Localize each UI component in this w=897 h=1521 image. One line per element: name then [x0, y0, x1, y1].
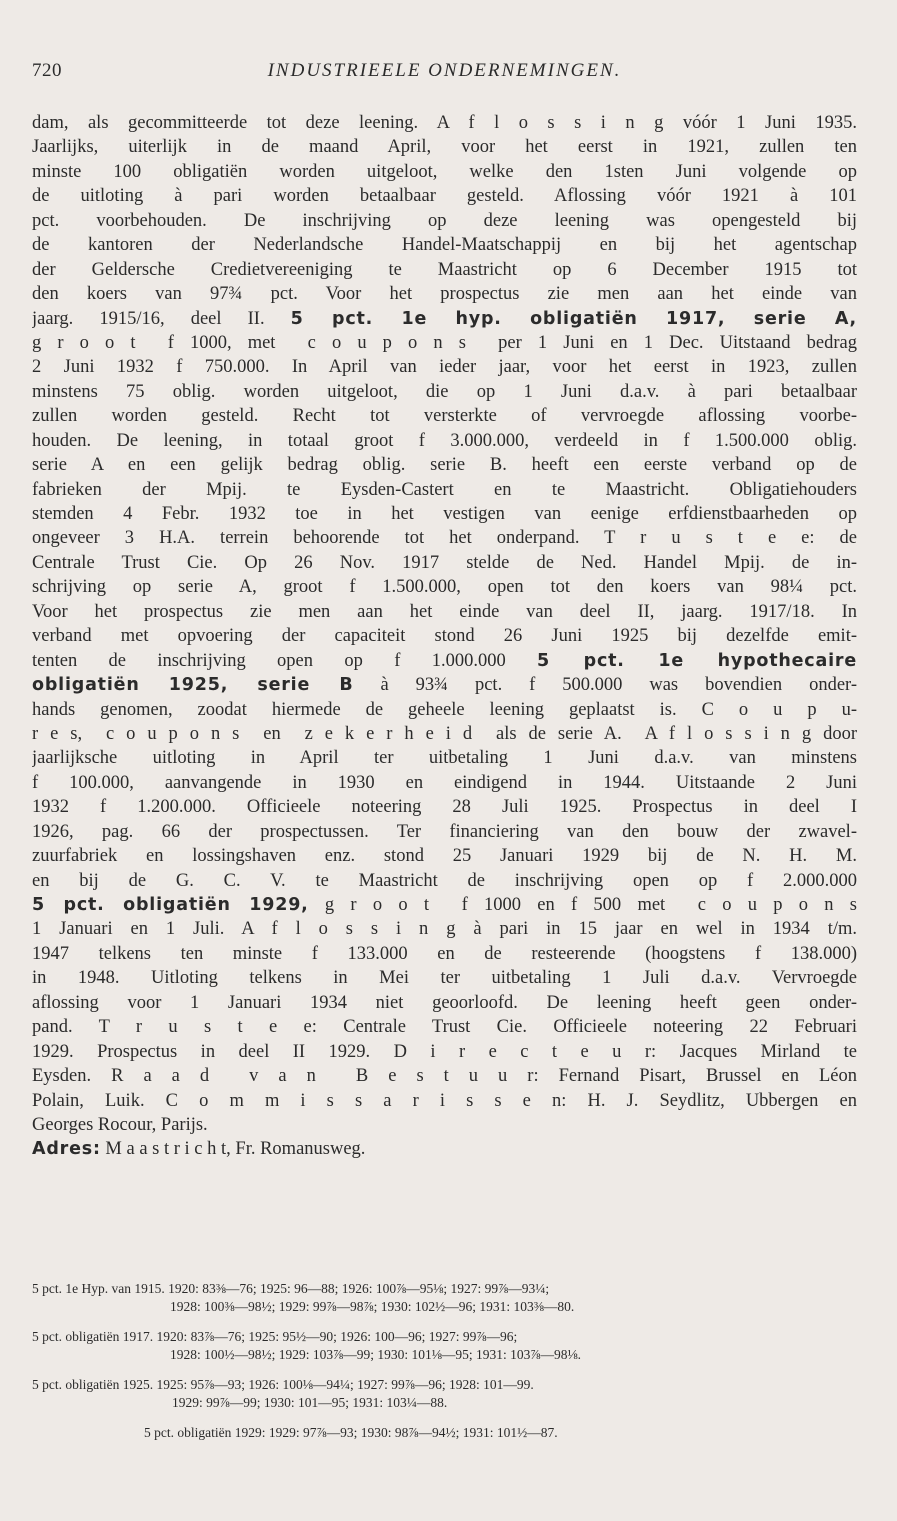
- footnote-line: 1928: 100½—98½; 1929: 103⅞—99; 1930: 101⅛—95; 1931: 103⅞—98⅛.: [170, 1347, 582, 1362]
- text-run: verband met opvoering der capaciteit stond 26 Juni 1925 bij dezelfde emit-: [32, 626, 857, 647]
- text-line: [32, 575, 857, 599]
- text-line: [32, 746, 857, 770]
- text-run: hands genomen, zoodat hiermede de geheele leening geplaatst is. C o u p u-: [32, 699, 857, 720]
- text-run: à 93¾ pct. f 500.000 was bovendien onder-: [353, 675, 857, 696]
- text-run: aflossing voor 1 Januari 1934 niet geoorloofd. De leening heeft geen onder-: [32, 992, 857, 1013]
- text-run: zullen worden gesteld. Recht tot versterkte of vervroegde aflossing voorbe-: [32, 406, 857, 427]
- text-line: [32, 453, 857, 477]
- bold-heading: 5 pct. obligatiën 1929,: [32, 895, 309, 915]
- text-run: stemden 4 Febr. 1932 toe in het vestigen van eenige erfdienstbaarheden op: [32, 504, 857, 524]
- footnote-1929: [32, 1424, 857, 1442]
- text-run: de kantoren der Nederlandsche Handel-Maatschappij en bij het agentschap: [32, 235, 857, 256]
- body-text: [32, 111, 857, 1162]
- text-line: [32, 1113, 857, 1137]
- text-run: g r o o t f 1000 en f 500 met c o u p o n s: [308, 895, 857, 915]
- text-line: [32, 551, 857, 575]
- footnote-line: 5 pct. obligatiën 1929: 1929: 97⅞—93; 1930: 98⅞—94½; 1931: 101½—87.: [144, 1425, 558, 1440]
- text-line: [32, 355, 857, 379]
- text-run: minstens 75 oblig. worden uitgeloot, die op 1 Juni d.a.v. à pari betaalbaar: [32, 381, 857, 402]
- text-run: serie A en een gelijk bedrag oblig. serie B. heeft een eerste verband op de: [32, 455, 857, 476]
- text-line: [32, 942, 857, 966]
- text-line: [32, 624, 857, 648]
- text-line: [32, 649, 857, 673]
- text-run: 2 Juni 1932 f 750.000. In April van ieder jaar, voor het eerst in 1923, zullen: [32, 357, 857, 378]
- text-run: fabrieken der Mpij. te Eysden-Castert en te Maastricht. Obligatiehouders: [32, 479, 857, 500]
- text-line: [32, 526, 857, 550]
- text-line: [32, 429, 857, 453]
- footnote-line: 1928: 100⅜—98½; 1929: 99⅞—98⅞; 1930: 102½—96; 1931: 103⅜—80.: [170, 1299, 575, 1314]
- text-line: [32, 917, 857, 941]
- bold-heading: 5 pct. 1e hyp. obligatiën 1917, serie A,: [290, 308, 857, 329]
- footnote-line: 1929: 99⅞—99; 1930: 101—95; 1931: 103¼—88.: [172, 1395, 448, 1410]
- text-line: [32, 380, 857, 404]
- text-line: [32, 795, 857, 819]
- page-number: 720: [32, 60, 62, 81]
- text-run: jaarlijksche uitloting in April ter uitbetaling 1 Juni d.a.v. van minstens: [32, 748, 857, 769]
- text-line: [32, 404, 857, 428]
- text-run: Polain, Luik. C o m m i s s a r i s s e n: H. J. Seydlitz, Ubbergen en: [32, 1090, 857, 1111]
- text-line: [32, 331, 857, 355]
- text-run: der Geldersche Credietvereeniging te Maastricht op 6 December 1915 tot: [32, 259, 857, 280]
- text-line: [32, 160, 857, 184]
- text-line: [32, 771, 857, 795]
- running-title: INDUSTRIEELE ONDERNEMINGEN.: [267, 60, 622, 81]
- text-line: [32, 184, 857, 208]
- text-run: jaarg. 1915/16, deel II.: [32, 308, 291, 329]
- page-header: [32, 60, 857, 86]
- text-run: en bij de G. C. V. te Maastricht de inschrijving open op f 2.000.000: [32, 870, 857, 891]
- footnote-line: 5 pct. obligatiën 1925. 1925: 95⅞—93; 1926: 100⅛—94¼; 1927: 99⅞—96; 1928: 101—99.: [32, 1377, 534, 1392]
- text-line: [32, 1137, 857, 1161]
- text-line: [32, 111, 857, 135]
- text-run: Voor het prospectus zie men aan het einde van deel II, jaarg. 1917/18. In: [32, 601, 857, 622]
- text-line: [32, 991, 857, 1015]
- text-run: tenten de inschrijving open op f 1.000.000: [32, 650, 538, 671]
- text-run: dam, als gecommitteerde tot deze leening. A f l o s s i n g vóór 1 Juni 1935.: [32, 113, 857, 133]
- text-line: [32, 258, 857, 282]
- text-run: in 1948. Uitloting telkens in Mei ter uitbetaling 1 Juli d.a.v. Vervroegde: [32, 968, 857, 989]
- text-line: [32, 893, 857, 917]
- text-run: schrijving op serie A, groot f 1.500.000, open tot den koers van 98¼ pct.: [32, 577, 857, 598]
- footnote-1917: [32, 1328, 857, 1364]
- text-line: [32, 1040, 857, 1064]
- text-run: zuurfabriek en lossingshaven enz. stond 25 Januari 1929 bij de N. H. M.: [32, 846, 857, 867]
- text-line: [32, 1089, 857, 1113]
- text-run: Jaarlijks, uiterlijk in de maand April, voor het eerst in 1921, zullen ten: [32, 137, 857, 158]
- text-run: ongeveer 3 H.A. terrein behoorende tot het onderpand. T r u s t e e: de: [32, 528, 857, 549]
- text-run: Centrale Trust Cie. Op 26 Nov. 1917 stelde de Ned. Handel Mpij. de in-: [32, 552, 857, 573]
- text-run: minste 100 obligatiën worden uitgeloot, welke den 1sten Juni volgende op: [32, 161, 857, 182]
- text-line: [32, 869, 857, 893]
- text-run: 1947 telkens ten minste f 133.000 en de resteerende (hoogstens f 138.000): [32, 943, 857, 964]
- text-line: [32, 1015, 857, 1039]
- price-history-footnotes: [32, 1280, 857, 1454]
- text-run: pct. voorbehouden. De inschrijving op deze leening was opengesteld bij: [32, 210, 857, 231]
- text-line: [32, 478, 857, 502]
- text-run: 1932 f 1.200.000. Officieele noteering 28 Juli 1925. Prospectus in deel I: [32, 797, 857, 818]
- text-line: [32, 966, 857, 990]
- text-run: g r o o t f 1000, met c o u p o n s per 1 Juni en 1 Dec. Uitstaand bedrag: [32, 332, 857, 353]
- text-line: [32, 1064, 857, 1088]
- footnote-line: 5 pct. 1e Hyp. van 1915. 1920: 83⅜—76; 1925: 96—88; 1926: 100⅞—95⅛; 1927: 99⅞—93¼;: [32, 1281, 550, 1296]
- text-run: 1929. Prospectus in deel II 1929. D i r e c t e u r: Jacques Mirland te: [32, 1041, 857, 1062]
- footnote-1925: [32, 1376, 857, 1412]
- text-line: [32, 502, 857, 526]
- text-line: [32, 673, 857, 697]
- text-run: 1 Januari en 1 Juli. A f l o s s i n g à pari in 15 jaar en wel in 1934 t/m.: [32, 919, 857, 940]
- text-run: de uitloting à pari worden betaalbaar gesteld. Aflossing vóór 1921 à 101: [32, 186, 857, 207]
- footnote-1915: [32, 1280, 857, 1316]
- text-line: [32, 135, 857, 159]
- text-line: [32, 722, 857, 746]
- text-run: r e s, c o u p o n s en z e k e r h e i d als de serie A. A f l o s s i n g door: [32, 723, 857, 744]
- text-line: [32, 844, 857, 868]
- text-run: houden. De leening, in totaal groot f 3.000.000, verdeeld in f 1.500.000 oblig.: [32, 430, 857, 451]
- text-line: [32, 233, 857, 257]
- text-line: [32, 282, 857, 306]
- text-run: Georges Rocour, Parijs.: [32, 1114, 208, 1135]
- text-line: [32, 698, 857, 722]
- bold-heading: Adres:: [32, 1139, 101, 1160]
- text-line: [32, 209, 857, 233]
- text-run: pand. T r u s t e e: Centrale Trust Cie. Officieele noteering 22 Februari: [32, 1017, 857, 1038]
- bold-heading: 5 pct. 1e hypothecaire: [537, 650, 857, 671]
- text-line: [32, 820, 857, 844]
- text-line: [32, 600, 857, 624]
- text-line: [32, 307, 857, 331]
- text-run: den koers van 97¾ pct. Voor het prospectus zie men aan het einde van: [32, 284, 857, 305]
- text-run: 1926, pag. 66 der prospectussen. Ter financiering van den bouw der zwavel-: [32, 821, 857, 842]
- text-run: f 100.000, aanvangende in 1930 en eindigend in 1944. Uitstaande 2 Juni: [32, 772, 857, 793]
- bold-heading: obligatiën 1925, serie B: [32, 675, 354, 696]
- footnote-line: 5 pct. obligatiën 1917. 1920: 83⅞—76; 1925: 95½—90; 1926: 100—96; 1927: 99⅞—96;: [32, 1329, 518, 1344]
- text-run: M a a s t r i c h t, Fr. Romanusweg.: [100, 1139, 366, 1160]
- text-run: Eysden. R a a d v a n B e s t u u r: Fernand Pisart, Brussel en Léon: [32, 1066, 857, 1087]
